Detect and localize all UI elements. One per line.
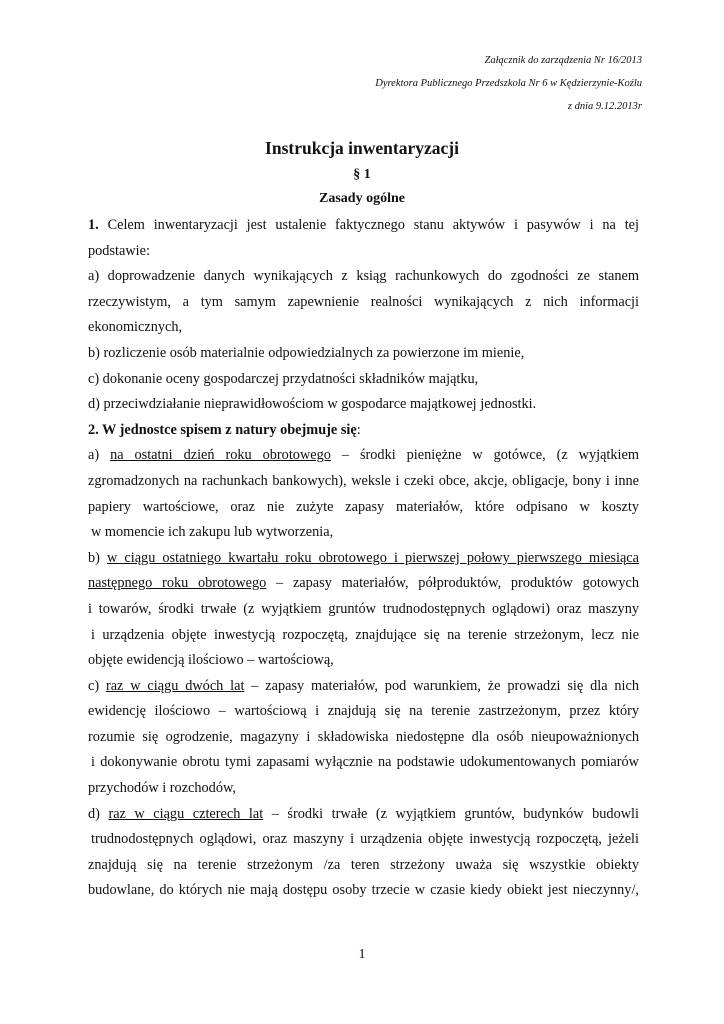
scope-c-underlined: raz w ciągu dwóch lat	[105, 677, 245, 694]
scope-a-rest: – środki pieniężne w gotówce, (z wyjątkiem	[330, 447, 639, 464]
header-line-date: z dnia 9.12.2013r	[567, 101, 642, 112]
scope-d-prefix: d)	[88, 805, 109, 822]
scope-b-line: objęte ewidencją ilościowo – wartościową,	[88, 652, 334, 669]
paragraph-2-colon: :	[356, 421, 361, 438]
scope-c-prefix: c)	[88, 677, 106, 694]
scope-c-line: ewidencję ilościowo – wartościową i znajdują się na terenie zastrzeżonym, przez który	[88, 703, 639, 720]
item-b: b) rozliczenie osób materialnie odpowiedzialnych za powierzone im mienie,	[88, 344, 525, 361]
scope-d-line: budowlane, do których nie mają dostępu osoby trzecie w czasie kiedy obiekt jest nieczynny/,	[88, 882, 639, 899]
scope-d-line: trudnodostępnych oglądowi, oraz maszyny i urządzenia objęte inwestycją rozpoczętą, jeżeli	[91, 831, 639, 848]
scope-a-underlined: na ostatni dzień roku obrotowego	[110, 447, 331, 464]
page-number: 1	[358, 947, 366, 962]
scope-a-line: papiery wartościowe, oraz nie zużyte zapasy materiałów, które odpisano w koszty	[88, 498, 639, 515]
scope-d-rest: – środki trwałe (z wyjątkiem gruntów, budynków budowli	[263, 805, 639, 822]
paragraph-1-line: podstawie:	[88, 242, 150, 259]
scope-a-line: w momencie ich zakupu lub wytworzenia,	[91, 524, 334, 541]
item-a-line: rzeczywistym, a tym samym zapewnienie realności wynikających z nich informacji	[88, 293, 639, 310]
item-a-line: ekonomicznych,	[88, 319, 183, 336]
section-title: Zasady ogólne	[319, 191, 405, 206]
header-line-annex: Załącznik do zarządzenia Nr 16/2013	[484, 55, 642, 66]
item-a-line: a) doprowadzenie danych wynikających z ksiąg rachunkowych do zgodności ze stanem	[88, 268, 639, 285]
scope-d-underlined: raz w ciągu czterech lat	[108, 805, 264, 822]
scope-b-line: i urządzenia objęte inwestycją rozpoczętą, znajdujące się na terenie strzeżonym, lecz nie	[91, 626, 639, 643]
scope-b-prefix: b)	[88, 549, 107, 566]
scope-b-underlined: następnego roku obrotowego	[88, 575, 267, 592]
header-line-director: Dyrektora Publicznego Przedszkola Nr 6 w Kędzierzynie-Koźlu	[375, 78, 642, 89]
scope-b-underlined: w ciągu ostatniego kwartału roku obrotowego i pierwszej połowy pierwszego miesiąca	[106, 549, 639, 566]
scope-c-line: rozumie się ogrodzenie, magazyny i składowiska niedostępne dla osób nieupoważnionych	[88, 728, 639, 745]
section-number: § 1	[353, 167, 371, 182]
item-d: d) przeciwdziałanie nieprawidłowościom w gospodarce majątkowej jednostki.	[88, 396, 537, 413]
paragraph-2-heading	[88, 418, 639, 444]
paragraph-1-text: Celem inwentaryzacji jest ustalenie faktycznego stanu aktywów i pasywów i na tej	[98, 217, 639, 233]
scope-c-line	[88, 674, 639, 700]
scope-a-prefix: a)	[88, 447, 111, 464]
scope-a-line	[88, 443, 639, 469]
scope-b-rest: – zapasy materiałów, półproduktów, produktów gotowych	[266, 575, 639, 592]
scope-a-line: zgromadzonych na rachunkach bankowych), weksle i czeki obce, akcje, obligacje, bony i inne	[88, 472, 639, 489]
scope-b-line: i towarów, środki trwałe (z wyjątkiem gruntów trudnodostępnych oglądowi) oraz maszyny	[88, 600, 639, 617]
paragraph-1-line	[88, 213, 639, 239]
scope-c-line: przychodów i rozchodów,	[88, 780, 236, 797]
scope-d-line: znajdują się na terenie strzeżonym /za teren strzeżony uważa się wszystkie obiekty	[88, 856, 639, 873]
document-body	[88, 213, 639, 904]
paragraph-1-number: 1.	[88, 217, 99, 233]
document-header	[375, 49, 642, 118]
scope-d-line	[88, 802, 639, 828]
item-c: c) dokonanie oceny gospodarczej przydatności składników majątku,	[88, 370, 479, 387]
scope-b-line	[88, 571, 639, 597]
scope-c-rest: – zapasy materiałów, pod warunkiem, że prowadzi się dla nich	[244, 677, 639, 694]
scope-c-line: i dokonywanie obrotu tymi zapasami wyłącznie na podstawie udokumentowanych pomiarów	[91, 754, 639, 771]
document-title: Instrukcja inwentaryzacji	[265, 138, 459, 158]
paragraph-2-bold: 2. W jednostce spisem z natury obejmuje się	[88, 421, 357, 438]
scope-b-line	[88, 546, 639, 572]
